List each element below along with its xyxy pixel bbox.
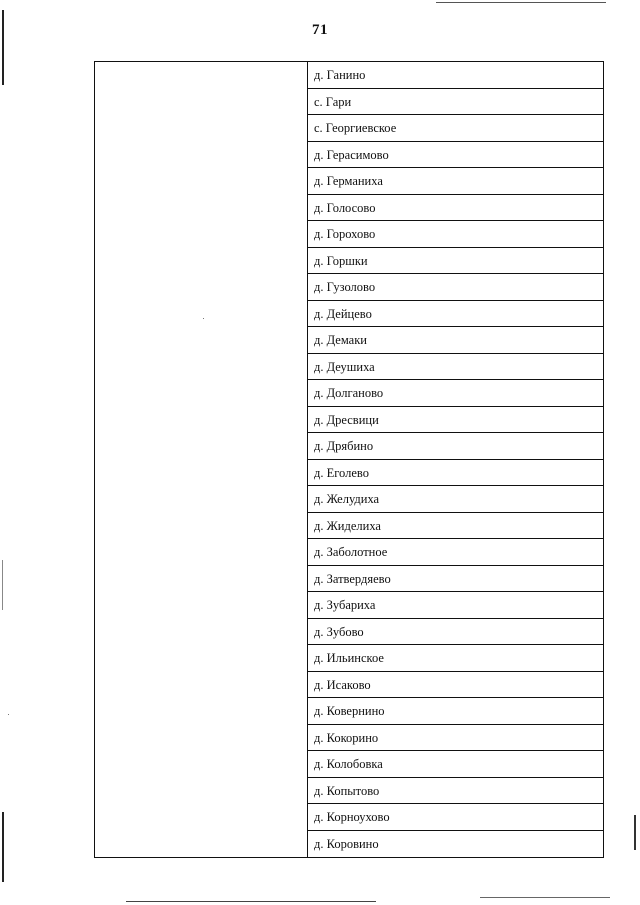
table-row: д. Дрябино <box>308 433 603 460</box>
table-row: д. Жиделиха <box>308 513 603 540</box>
table-row: д. Горохово <box>308 221 603 248</box>
table-row: д. Дейцево <box>308 301 603 328</box>
table-row: д. Голосово <box>308 195 603 222</box>
table-row: д. Затвердяево <box>308 566 603 593</box>
scan-artifact-dot <box>8 714 9 715</box>
table-row: д. Горшки <box>308 248 603 275</box>
table-row: с. Гари <box>308 89 603 116</box>
table-row: д. Корноухово <box>308 804 603 831</box>
table-row: д. Кокорино <box>308 725 603 752</box>
table-row: д. Еголево <box>308 460 603 487</box>
table-row: д. Коровино <box>314 836 379 851</box>
settlements-table <box>94 61 604 858</box>
table-row: д. Ильинское <box>308 645 603 672</box>
table-row: д. Герасимово <box>308 142 603 169</box>
table-row: д. Желудиха <box>308 486 603 513</box>
table-row: д. Дресвици <box>308 407 603 434</box>
merged-left-cell <box>95 62 308 857</box>
scan-artifact-bottom-line <box>126 901 376 902</box>
table-row: д. Зубариха <box>308 592 603 619</box>
scan-artifact-left-edge <box>2 812 4 882</box>
table-row: д. Колобовка <box>308 751 603 778</box>
table-row: д. Исаково <box>308 672 603 699</box>
scan-artifact-top-line <box>436 2 606 3</box>
table-row: д. Копытово <box>308 778 603 805</box>
table-row: д. Ганино <box>308 62 603 89</box>
table-row: д. Долганово <box>308 380 603 407</box>
scan-artifact-left-edge <box>2 560 3 610</box>
table-row: д. Демаки <box>308 327 603 354</box>
table-row: с. Георгиевское <box>308 115 603 142</box>
settlement-list <box>308 62 603 857</box>
scan-artifact-right-edge <box>634 815 636 850</box>
table-row: д. Заболотное <box>308 539 603 566</box>
table-row: д. Ковернино <box>308 698 603 725</box>
table-row: д. Деушиха <box>308 354 603 381</box>
table-row: д. Германиха <box>308 168 603 195</box>
scan-artifact-bottom-line <box>480 897 610 898</box>
table-row: д. Гузолово <box>308 274 603 301</box>
page-number: 71 <box>312 22 328 38</box>
table-row: д. Зубово <box>308 619 603 646</box>
